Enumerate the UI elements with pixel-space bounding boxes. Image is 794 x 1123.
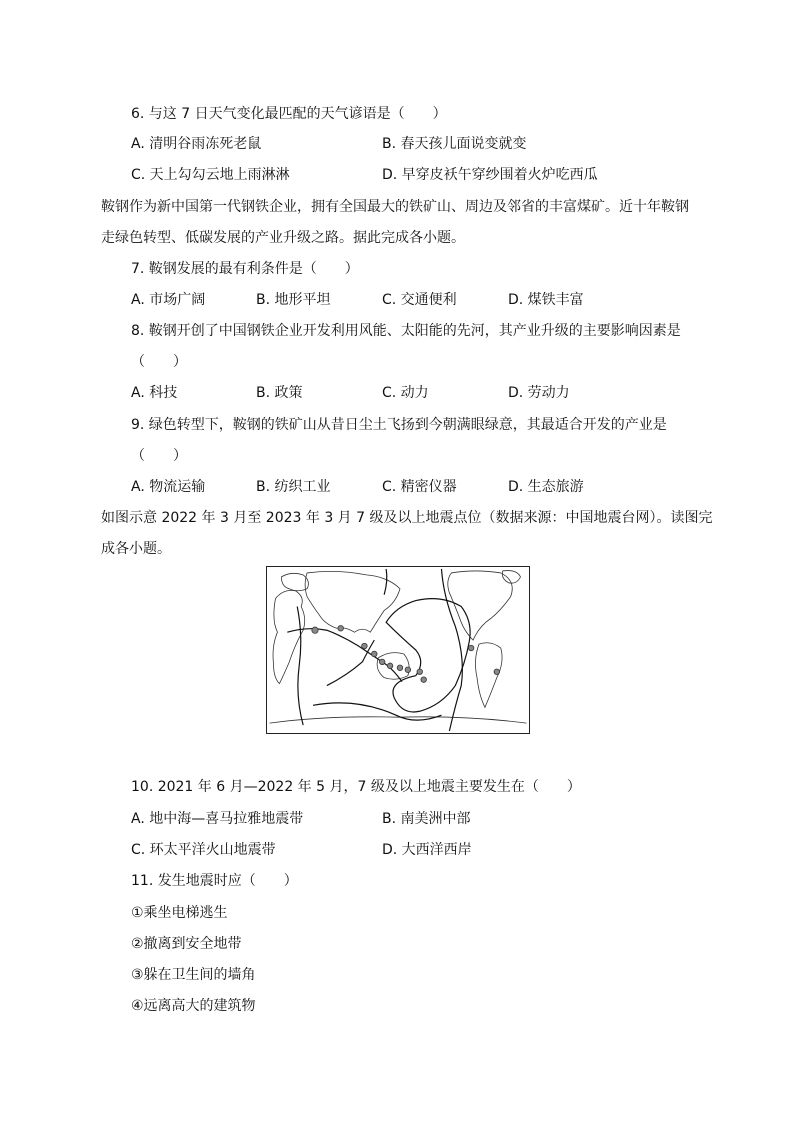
- q10-option-c: C. 环太平洋火山地震带: [131, 842, 276, 858]
- asia-outline: [305, 571, 400, 632]
- q11-item-1: ①乘坐电梯逃生: [131, 905, 228, 921]
- quake-dot-7: [397, 665, 403, 671]
- quake-dot-11: [468, 645, 474, 651]
- quake-dot-4: [372, 651, 378, 657]
- q6-option-b: B. 春天孩儿面说变就变: [382, 136, 527, 152]
- quake-dot-5: [379, 659, 385, 665]
- q8-option-c: C. 动力: [382, 385, 429, 401]
- quake-dot-6: [387, 663, 393, 669]
- q8-option-b: B. 政策: [256, 385, 303, 401]
- europe-outline: [281, 573, 308, 590]
- quake-dot-3: [362, 643, 368, 649]
- q7-option-b: B. 地形平坦: [256, 292, 331, 308]
- q11-item-2: ②撤离到安全地带: [131, 936, 242, 952]
- quake-dot-10: [421, 677, 427, 683]
- pacific-plate-boundary: [386, 599, 470, 712]
- q6-option-d: D. 早穿皮袄午穿纱围着火炉吃西瓜: [382, 167, 598, 183]
- quake-dots: [312, 625, 500, 682]
- plate-boundaries: [287, 569, 470, 731]
- q10-stem: 10. 2021 年 6 月—2022 年 5 月，7 级及以上地震主要发生在（ ）: [131, 779, 581, 795]
- quake-dot-2: [338, 625, 344, 631]
- passage-ansteel-line1: 鞍钢作为新中国第一代钢铁企业，拥有全国最大的铁矿山、周边及邻省的丰富煤矿。近十年鞍钢: [101, 199, 689, 215]
- arctic-boundary: [384, 569, 387, 595]
- passage-quake-line1: 如图示意 2022 年 3 月至 2023 年 3 月 7 级及以上地震点位（数据来源：中国地震台网）。读图完: [101, 510, 713, 526]
- africa-outline: [273, 590, 305, 683]
- quake-dot-9: [417, 669, 423, 675]
- q7-option-a: A. 市场广阔: [131, 292, 206, 308]
- quake-dot-12: [494, 669, 500, 675]
- q9-option-a: A. 物流运输: [131, 479, 206, 495]
- q11-item-4: ④远离高大的建筑物: [131, 998, 256, 1014]
- south-america-outline: [475, 643, 502, 708]
- q6-stem: 6. 与这 7 日天气变化最匹配的天气谚语是（ ）: [131, 106, 447, 122]
- antarctica-outline: [270, 717, 527, 723]
- q8-option-d: D. 劳动力: [508, 385, 570, 401]
- q6-option-a: A. 清明谷雨冻死老鼠: [131, 136, 262, 152]
- q7-stem: 7. 鞍钢发展的最有利条件是（ ）: [131, 261, 359, 277]
- quake-dot-1: [312, 627, 318, 633]
- q9-option-c: C. 精密仪器: [382, 479, 457, 495]
- q11-stem: 11. 发生地震时应（ ）: [131, 873, 298, 889]
- q10-option-b: B. 南美洲中部: [382, 811, 471, 827]
- continent-outlines: [270, 571, 527, 724]
- q9-stem-cont: （ ）: [131, 448, 187, 464]
- eurasian-boundary: [287, 629, 402, 682]
- greenland-outline: [502, 571, 520, 584]
- q8-stem: 8. 鞍钢开创了中国钢铁企业开发利用风能、太阳能的先河，其产业升级的主要影响因素是: [131, 323, 681, 339]
- north-america-outline: [448, 571, 512, 640]
- q7-option-d: D. 煤铁丰富: [508, 292, 584, 308]
- q8-stem-cont: （ ）: [131, 354, 187, 370]
- q9-stem: 9. 绿色转型下，鞍钢的铁矿山从昔日尘土飞扬到今朝满眼绿意，其最适合开发的产业是: [131, 417, 667, 433]
- q8-option-a: A. 科技: [131, 385, 178, 401]
- earthquake-map-svg: [267, 567, 529, 733]
- q10-option-a: A. 地中海—喜马拉雅地震带: [131, 811, 304, 827]
- earthquake-map: [266, 566, 530, 734]
- quake-dot-8: [405, 667, 411, 673]
- q11-item-3: ③躲在卫生间的墙角: [131, 967, 256, 983]
- q7-option-c: C. 交通便利: [382, 292, 457, 308]
- atlantic-ridge: [297, 607, 303, 726]
- passage-ansteel-line2: 走绿色转型、低碳发展的产业升级之路。据此完成各小题。: [101, 230, 465, 246]
- q9-option-d: D. 生态旅游: [508, 479, 584, 495]
- passage-quake-line2: 成各小题。: [101, 541, 171, 557]
- american-plate-boundary: [441, 569, 462, 731]
- q6-option-c: C. 天上勾勾云地上雨淋淋: [131, 167, 290, 183]
- q10-option-d: D. 大西洋西岸: [382, 842, 472, 858]
- q9-option-b: B. 纺织工业: [256, 479, 331, 495]
